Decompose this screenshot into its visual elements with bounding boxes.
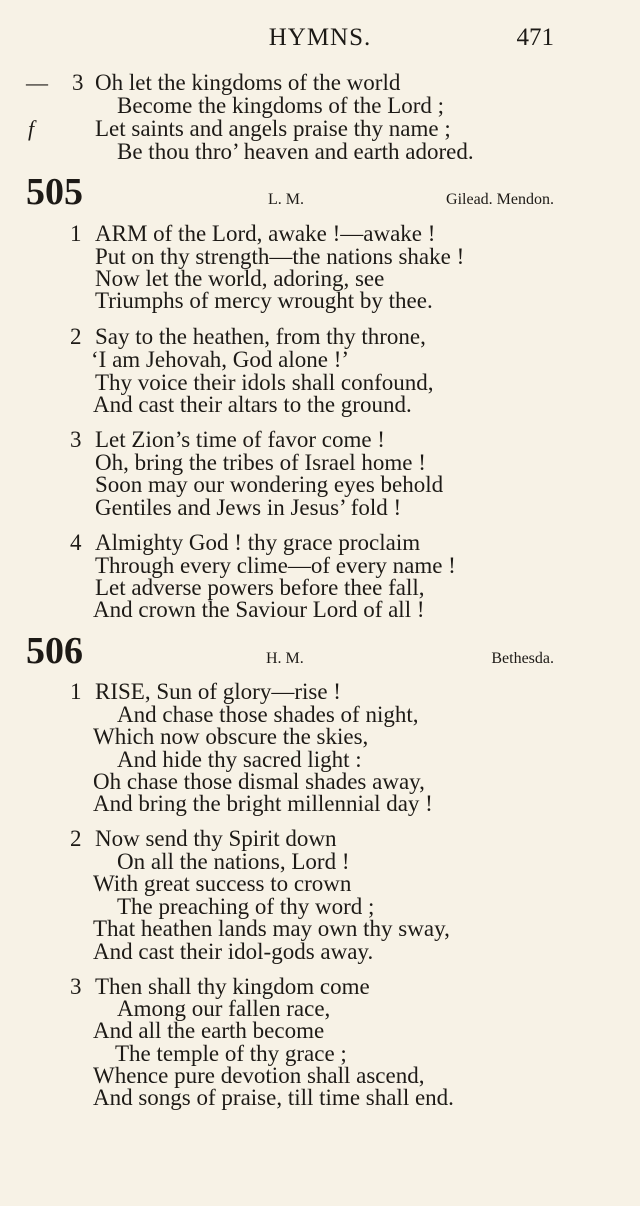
dynamic-mark-dash: — [26, 70, 48, 95]
verse-line: The temple of thy grace ; [115, 1041, 347, 1066]
stanza-number: 4 [70, 530, 82, 555]
verse-line: Say to the heathen, from thy throne, [95, 324, 426, 349]
verse-line: Whence pure devotion shall ascend, [93, 1063, 425, 1088]
hymn-tunes: Gilead. Mendon. [446, 191, 554, 208]
verse-line: Which now obscure the skies, [93, 724, 369, 749]
verse-line: The preaching of thy word ; [117, 894, 375, 919]
verse-line: Then shall thy kingdom come [95, 974, 370, 999]
verse-line: And hide thy sacred light : [117, 747, 362, 772]
verse-line: And songs of praise, till time shall end. [93, 1085, 454, 1110]
verse-line: Become the kingdoms of the Lord ; [117, 93, 445, 118]
verse-line: And bring the bright millennial day ! [93, 791, 433, 816]
stanza-number: 3 [72, 70, 84, 95]
verse-line: Soon may our wondering eyes behold [95, 472, 444, 497]
verse-line: Among our fallen race, [117, 996, 331, 1021]
verse-line: Let saints and angels praise thy name ; [95, 116, 451, 141]
verse-line: And crown the Saviour Lord of all ! [93, 597, 425, 622]
verse-line: And cast their altars to the ground. [93, 392, 412, 417]
verse-line: ARM of the Lord, awake !—awake ! [95, 221, 436, 246]
verse-line: And chase those shades of night, [117, 702, 419, 727]
verse-line: Oh, bring the tribes of Israel home ! [95, 450, 426, 475]
verse-line: Be thou thro’ heaven and earth adored. [117, 139, 474, 164]
hymn-number: 506 [26, 630, 83, 672]
verse-line: Oh let the kingdoms of the world [95, 70, 401, 95]
stanza-number: 1 [70, 221, 82, 246]
verse-line: Now let the world, adoring, see [95, 266, 385, 291]
hymn-tunes: Bethesda. [491, 650, 554, 667]
verse-line: Put on thy strength—the nations shake ! [95, 244, 465, 269]
verse-line: And all the earth become [93, 1018, 325, 1043]
verse-line: Triumphs of mercy wrought by thee. [95, 288, 433, 313]
verse-line: On all the nations, Lord ! [117, 849, 350, 874]
stanza-number: 2 [70, 826, 82, 851]
stanza-number: 2 [70, 324, 82, 349]
verse-line: Now send thy Spirit down [95, 826, 337, 851]
verse-line: ‘I am Jehovah, God alone !’ [91, 347, 350, 372]
verse-line: Gentiles and Jews in Jesus’ fold ! [95, 495, 402, 520]
stanza-number: 3 [70, 974, 82, 999]
page-number: 471 [516, 24, 554, 51]
verse-line: Let Zion’s time of favor come ! [95, 427, 385, 452]
verse-line: Oh chase those dismal shades away, [93, 769, 425, 794]
verse-line: RISE, Sun of glory—rise ! [95, 679, 341, 704]
verse-line: Through every clime—of every name ! [95, 553, 456, 578]
stanza-number: 1 [70, 679, 82, 704]
verse-line: Let adverse powers before thee fall, [95, 575, 425, 600]
verse-line: With great success to crown [93, 871, 352, 896]
verse-line: That heathen lands may own thy sway, [93, 916, 450, 941]
stanza-number: 3 [70, 427, 82, 452]
verse-line: Thy voice their idols shall confound, [95, 370, 434, 395]
verse-line: And cast their idol-gods away. [93, 939, 374, 964]
hymn-meter: H. M. [266, 650, 304, 667]
hymn-number: 505 [26, 171, 83, 213]
dynamic-mark-forte: f [28, 116, 35, 141]
hymn-meter: L. M. [268, 191, 304, 208]
running-title: HYMNS. [268, 24, 372, 51]
verse-line: Almighty God ! thy grace proclaim [95, 530, 421, 555]
